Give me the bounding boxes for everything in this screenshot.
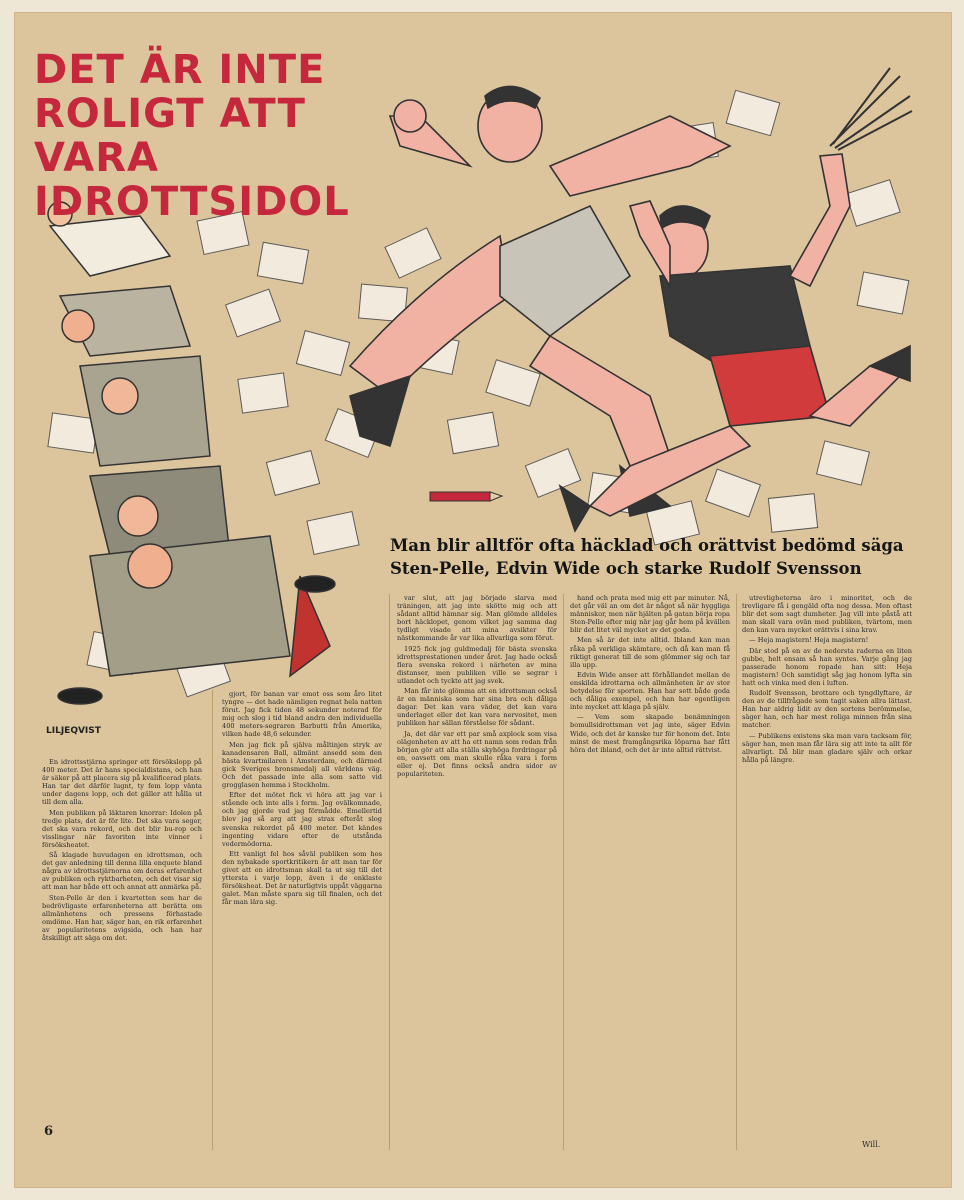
article-paragraph: — Vem som skapade benämningen bomullsidrottsman vet jag inte, säger Edvin Wide, och det är kanske tur för honom det. Inte minst de mest framgångsrika löparna har fått höra det ibland, och det är inte alltid rättvist. (570, 713, 730, 754)
article-paragraph: Efter det mötet fick vi höra att jag var i stående och inte alls i form. Jag ovälkomnade, och jag gjorde vad jag förmådde. Emellertid blev jag så arg att jag strax efteråt slog svenska rekordet på 400 meter. Det kändes ingenting vidare efter de utstånda vedermödorna. (222, 791, 382, 848)
article-paragraph: Sten-Pelle är den i kvartetten som har de bedrövligaste erfarenheterna att berätta om allmänhetens och pressens förhastade omdöme. Han har, säger han, en rik erfarenhet av popularitetens avigsida, och han har åtskilligt att säga om det. (42, 893, 202, 942)
illustrator-signature: LILJEQVIST (46, 726, 101, 736)
article-paragraph: 1925 fick jag guldmedalj för bästa svenska idrottsprestationen under året. Jag hade också flera svenska rekord i närheten av mina distanser, men publiken ville se segrar i utlandet och tyckte att jag svek. (397, 644, 557, 685)
article-paragraph: gjort, för banan var emot oss som åro litet tyngre — det hade nämligen regnat hela natten förut. Jag fick tiden 48 sekunder noterad för mig och slog i tid bland andra den individuella 400 meters-segraren Barbutti från Amerika, vilken hade 48,6 sekunder. (222, 690, 382, 739)
column-divider (563, 594, 564, 1150)
article-paragraph: hand och prata med mig ett par minuter. Nå, det går väl an om det är något så när hyggliga människor, men när hjälten på gatan börja ropa Sten-Pelle efter mig när jag går hem på kvällen blir det litet väl mycket av det goda. (570, 594, 730, 635)
article-paragraph: Edvin Wide anser att förhållandet mellan de enskilda idrottarna och allmänheten är av stor betydelse för sporten. Han har sett både goda och dåliga exempel, och han har egentligen inte mycket att klaga på själv. (570, 670, 730, 712)
article-paragraph: Där stod på en av de nedersta raderna en liten gubbe, helt ensam så han syntes. Varje gång jag passerade honom ropade han sitt: Heja magistern! Och samtidigt såg jag honom lyfta sin hatt och vinka med den i luften. (742, 646, 912, 687)
article-paragraph: — Publikens existens ska man vara tacksam för, säger han, men man får lära sig att inte ta allt för allvarligt. Då blir man gladare själv och orkar hålla på längre. (742, 731, 912, 764)
article-paragraph: Men publiken på läktaren knorrar: Idolen på tredje plats, det är för lite. Det ska vara seger, det ska vara rekord, och det blir bu-rop och visslingar när favoriten inte vinner i försöksheatet. (42, 808, 202, 849)
article-paragraph: Ja, det där var ett par små axplock som visa olägenheten av att ha ett namn som redan från början gör att alla ställa skyhöga fordringar på en, oavsett om man skulle råka vara i form eller ej. Det finns också andra sidor av populariteten. (397, 729, 557, 778)
article-column-3 (397, 594, 557, 1150)
subheadline: Man blir alltför ofta häcklad och orättvist bedömd säga Sten-Pelle, Edvin Wide och starke Rudolf Svensson (390, 536, 904, 578)
article-paragraph: Rudolf Svensson, brottare och tyngdlyftare, är den av de tillfrågade som tagit saken allra lättast. Han har aldrig lidit av den sortens berömmelse, säger han, och har mest roliga minnen från sina matcher. (742, 689, 912, 730)
article-paragraph: Man får inte glömma att en idrottsman också är en människa som har sina bra och dåliga dagar. Det kan vara väder, det kan vara underlaget eller det kan vara nervositet, men publiken har sällan förståelse för sådant. (397, 687, 557, 728)
article-column-1 (42, 758, 202, 1128)
column-divider (212, 690, 213, 1150)
article-paragraph: Men så är det inte alltid. Ibland kan man råka på verkliga skämtare, och då kan man få riktigt generat till de som glömmer sig och tar illa upp. (570, 636, 730, 669)
article-paragraph: — Heja magistern! Heja magistern! (749, 636, 869, 645)
article-column-5 (742, 594, 912, 1150)
article-column-4 (570, 594, 730, 1150)
headline: DET ÄR INTE ROLIGT ATT VARA IDROTTSIDOL (34, 47, 350, 225)
article-paragraph: var slut, att jag började slarva med träningen, att jag inte skötte mig och att sådant alltid hämnar sig. Man glömde alldeles bort häcklopet, genom vilket jag samma dag tydligt visade att mina avsikter för nästkommande år var lika allvarliga som förut. (397, 594, 557, 643)
article-column-2 (222, 690, 382, 1150)
page-number: 6 (44, 1124, 54, 1139)
column-divider (736, 594, 737, 1150)
article-paragraph: Ett vanligt fel hos såväl publiken som hos den nybakade sportkritikern är att man tar för givet att en idrottsman skall ta ut sig till det yttersta i varje lopp, även i de enklaste försöksheat. Det är naturligtvis uppåt väggarna galet. Man måste spara sig till finalen, och det får man lära sig. (222, 849, 382, 907)
article-paragraph: En idrottsstjärna springer ett försökslopp på 400 meter. Det är hans specialdistans, och han är säker på att placera sig på kvalificerad plats. Han tar det därför lugnt, ty fem lopp vänta under dagens lopp, och det gäller att hålla ut till dem alla. (42, 758, 202, 807)
column-divider (389, 594, 390, 1150)
article-paragraph: utrevligheterna äro i minoritet, och de trevligare få i gengäld ofta nog dessa. Men oftast blir det som sagt dumheter. Jag vill inte påstå att man skall vara ovän med publiken, tvärtom, men den kan vara mycket orättvis i sina krav. (742, 594, 912, 635)
author-signoff: Will. (862, 1140, 881, 1149)
article-paragraph: Men jag fick på själva måltinjen stryk av kanadensaren Ball, allmänt ansedd som den bästa kvartmilaren i Amsterdam, och därmed gick Sveriges bronsmedalj all världens väg. Och det passade inte alla som satte vid grogglasen hemma i Stockholm. (222, 740, 382, 790)
article-paragraph: Så klagade huvudagen en idrottsman, och det gav anledning till denna lilla enquete bland några av idrottsstjärnorna om deras erfarenhet av publiken och ryktbarheten, och det visar sig att man har både ett och annat att anmärka på. (42, 851, 202, 892)
